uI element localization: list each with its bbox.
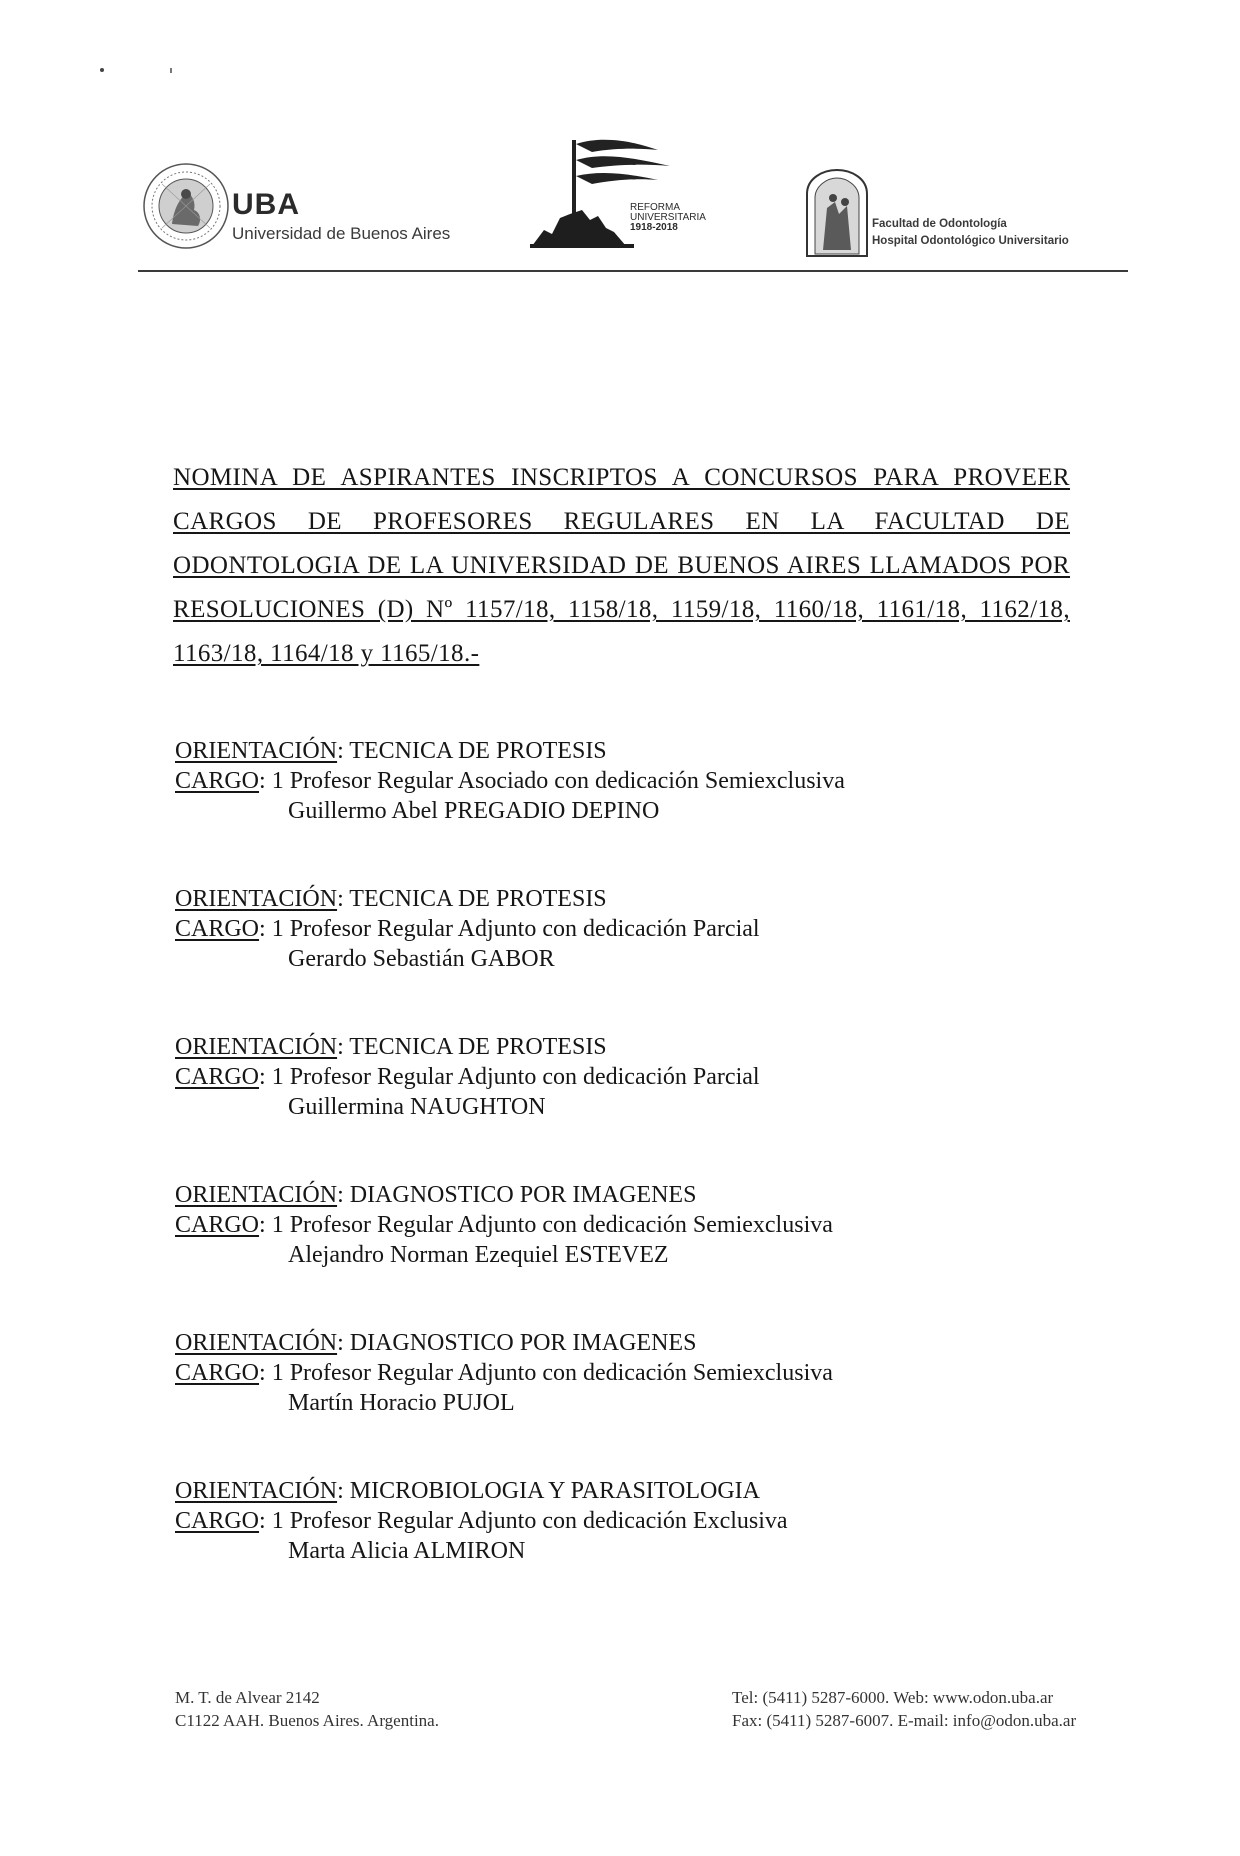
concurso-entry: ORIENTACIÓN: DIAGNOSTICO POR IMAGENES CARGO: 1 Profesor Regular Adjunto con dedicación Semiexclusiva Martín Horacio PUJOL [175, 1328, 1055, 1418]
address-line-2: C1122 AAH. Buenos Aires. Argentina. [175, 1711, 439, 1730]
address-line-1: M. T. de Alvear 2142 [175, 1688, 320, 1707]
heading-line-1: NOMINA DE ASPIRANTES INSCRIPTOS A CONCURSOS PARA PROVEER [173, 464, 1070, 491]
orientacion-value: TECNICA DE PROTESIS [349, 738, 607, 764]
footer-contact [732, 1686, 1076, 1732]
heading-line-3: ODONTOLOGIA DE LA UNIVERSIDAD DE BUENOS AIRES LLAMADOS POR [173, 552, 1070, 579]
scan-speck [170, 68, 172, 73]
uba-subtitle: Universidad de Buenos Aires [232, 224, 451, 243]
cargo-value: 1 Profesor Regular Adjunto con dedicación Parcial [271, 916, 760, 942]
cargo-label: CARGO [175, 1212, 260, 1238]
cargo-value: 1 Profesor Regular Adjunto con dedicación Semiexclusiva [271, 1360, 833, 1386]
heading-line-5: 1163/18, 1164/18 y 1165/18.- [173, 640, 480, 667]
aspirante-name: Gerardo Sebastián GABOR [288, 946, 555, 972]
heading-line-4: RESOLUCIONES (D) Nº 1157/18, 1158/18, 1159/18, 1160/18, 1161/18, 1162/18, [173, 596, 1070, 623]
concurso-entry: ORIENTACIÓN: TECNICA DE PROTESIS CARGO: 1 Profesor Regular Adjunto con dedicación Parcial Gerardo Sebastián GABOR [175, 884, 1055, 974]
concurso-entry: ORIENTACIÓN: TECNICA DE PROTESIS CARGO: 1 Profesor Regular Adjunto con dedicación Parcial Guillermina NAUGHTON [175, 1032, 1055, 1122]
scan-speck [100, 68, 104, 72]
concurso-entry: ORIENTACIÓN: DIAGNOSTICO POR IMAGENES CARGO: 1 Profesor Regular Adjunto con dedicación Semiexclusiva Alejandro Norman Ezequiel ESTEVEZ [175, 1180, 1055, 1270]
cargo-label: CARGO [175, 768, 260, 794]
orientacion-value: TECNICA DE PROTESIS [349, 1034, 607, 1060]
contact-line-2: Fax: (5411) 5287-6007. E-mail: info@odon.uba.ar [732, 1711, 1077, 1730]
aspirante-name: Guillermo Abel PREGADIO DEPINO [288, 798, 660, 824]
orientacion-value: DIAGNOSTICO POR IMAGENES [349, 1182, 697, 1208]
reforma-line1: REFORMA [630, 202, 680, 213]
aspirante-name: Marta Alicia ALMIRON [288, 1538, 526, 1564]
orientacion-value: DIAGNOSTICO POR IMAGENES [349, 1330, 697, 1356]
footer-address [175, 1686, 439, 1732]
orientacion-label: ORIENTACIÓN [175, 1330, 338, 1356]
facultad-seal-icon [803, 168, 871, 258]
reforma-line2: UNIVERSITARIA [630, 212, 706, 223]
cargo-value: 1 Profesor Regular Asociado con dedicación Semiexclusiva [271, 768, 845, 794]
cargo-value: 1 Profesor Regular Adjunto con dedicación Semiexclusiva [271, 1212, 833, 1238]
orientacion-value: TECNICA DE PROTESIS [349, 886, 607, 912]
orientacion-label: ORIENTACIÓN [175, 1478, 338, 1504]
cargo-label: CARGO [175, 916, 260, 942]
uba-title: UBA [232, 188, 300, 221]
document-heading [173, 458, 1070, 678]
facultad-line1: Facultad de Odontología [872, 218, 1007, 230]
aspirante-name: Alejandro Norman Ezequiel ESTEVEZ [288, 1242, 669, 1268]
orientacion-value: MICROBIOLOGIA Y PARASITOLOGIA [349, 1478, 760, 1504]
cargo-label: CARGO [175, 1064, 260, 1090]
concurso-entry: ORIENTACIÓN: MICROBIOLOGIA Y PARASITOLOGIA CARGO: 1 Profesor Regular Adjunto con dedicación Exclusiva Marta Alicia ALMIRON [175, 1476, 1055, 1566]
contact-line-1: Tel: (5411) 5287-6000. Web: www.odon.uba.ar [732, 1688, 1054, 1707]
uba-seal-icon [142, 162, 230, 250]
aspirante-name: Martín Horacio PUJOL [288, 1390, 515, 1416]
page-footer [0, 1686, 1240, 1746]
concurso-entry: ORIENTACIÓN: TECNICA DE PROTESIS CARGO: 1 Profesor Regular Asociado con dedicación Semiexclusiva Guillermo Abel PREGADIO DEPINO [175, 736, 1055, 826]
orientacion-label: ORIENTACIÓN [175, 1182, 338, 1208]
heading-line-2: CARGOS DE PROFESORES REGULARES EN LA FACULTAD DE [173, 508, 1070, 535]
orientacion-label: ORIENTACIÓN [175, 886, 338, 912]
cargo-label: CARGO [175, 1508, 260, 1534]
reforma-years: 1918-2018 [630, 222, 678, 233]
facultad-line2: Hospital Odontológico Universitario [872, 235, 1069, 247]
cargo-value: 1 Profesor Regular Adjunto con dedicación Parcial [271, 1064, 760, 1090]
orientacion-label: ORIENTACIÓN [175, 1034, 338, 1060]
letterhead [0, 0, 1240, 280]
aspirante-name: Guillermina NAUGHTON [288, 1094, 546, 1120]
facultad-caption [872, 216, 1069, 250]
cargo-label: CARGO [175, 1360, 260, 1386]
reforma-caption [630, 203, 706, 233]
orientacion-label: ORIENTACIÓN [175, 738, 338, 764]
cargo-value: 1 Profesor Regular Adjunto con dedicación Exclusiva [271, 1508, 788, 1534]
header-divider [138, 270, 1128, 272]
